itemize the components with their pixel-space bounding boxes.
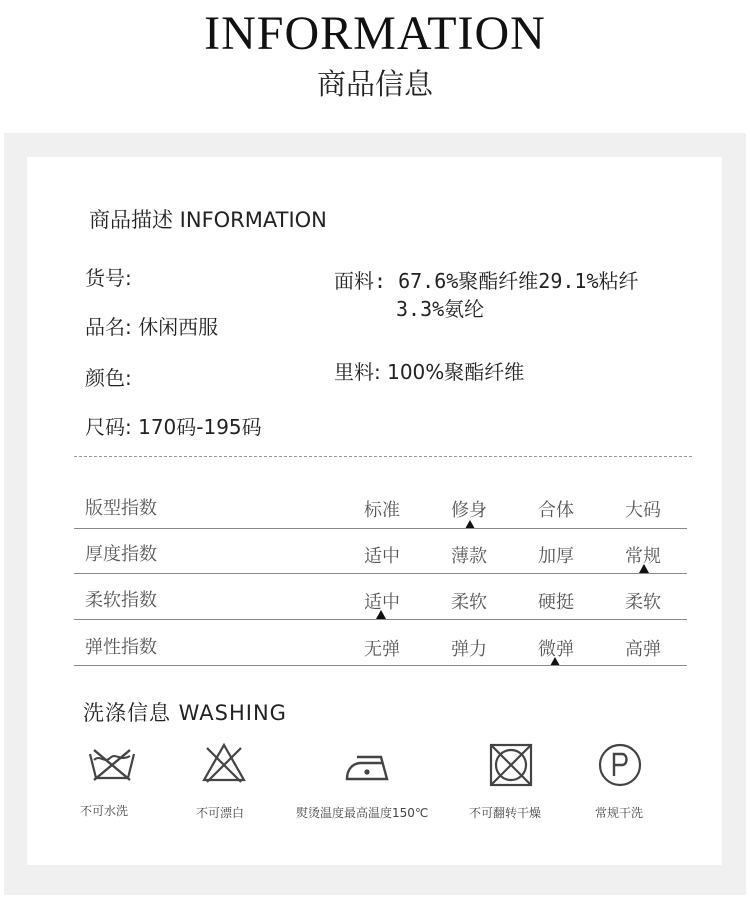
page-subtitle: 商品信息: [316, 67, 433, 101]
thickness-option: 薄款: [451, 546, 487, 567]
fit-index-label: 版型指数: [85, 498, 157, 519]
index-rule: [74, 619, 687, 620]
fit-option: 合体: [538, 500, 574, 521]
fabric-composition-cont: 3.3%氨纶: [396, 297, 485, 321]
thickness-option: 适中: [364, 546, 400, 567]
elasticity-option: 高弹: [625, 639, 661, 660]
no-bleach-caption: 不可漂白: [196, 806, 245, 820]
item-number-label: 货号:: [85, 266, 132, 290]
thickness-selected-marker: [639, 564, 649, 573]
thickness-index-label: 厚度指数: [85, 544, 157, 565]
no-tumble-dry-caption: 不可翻转干燥: [469, 806, 542, 820]
washing-section-title: 洗涤信息 WASHING: [83, 701, 287, 725]
fabric-composition: 面料: 67.6%聚酯纤维29.1%粘纤: [334, 269, 639, 293]
dry-clean-p-icon: [597, 742, 643, 788]
lining-composition: 里料: 100%聚酯纤维: [334, 360, 525, 384]
softness-option: 柔软: [625, 592, 661, 613]
iron-caption: 熨烫温度最高温度150℃: [296, 806, 429, 820]
index-rule: [74, 528, 687, 529]
elasticity-option: 微弹: [538, 639, 574, 660]
no-bleach-icon: [201, 742, 247, 784]
index-rule: [74, 665, 687, 666]
elasticity-option: 无弹: [364, 639, 400, 660]
fit-option: 标准: [364, 500, 400, 521]
product-section-title: 商品描述 INFORMATION: [89, 208, 327, 232]
fit-option: 修身: [451, 500, 487, 521]
no-tumble-dry-icon: [488, 742, 534, 788]
elasticity-option: 弹力: [451, 639, 487, 660]
index-rule: [74, 573, 687, 574]
iron-icon: [343, 749, 391, 783]
softness-index-label: 柔软指数: [85, 590, 157, 611]
softness-option: 柔软: [451, 592, 487, 613]
page-title: INFORMATION: [204, 7, 546, 60]
fit-option: 大码: [625, 500, 661, 521]
softness-option: 适中: [364, 592, 400, 613]
softness-selected-marker: [376, 610, 386, 619]
thickness-option: 常规: [625, 546, 661, 567]
product-name: 品名: 休闲西服: [85, 315, 219, 339]
dashed-divider: [74, 456, 692, 457]
no-wash-caption: 不可水洗: [80, 804, 129, 818]
thickness-option: 加厚: [538, 546, 574, 567]
elasticity-index-label: 弹性指数: [85, 637, 157, 658]
no-wash-icon: [88, 744, 136, 784]
color-label: 颜色:: [85, 366, 132, 390]
dry-clean-caption: 常规干洗: [595, 806, 644, 820]
softness-option: 硬挺: [538, 592, 574, 613]
size-range: 尺码: 170码-195码: [85, 415, 262, 439]
